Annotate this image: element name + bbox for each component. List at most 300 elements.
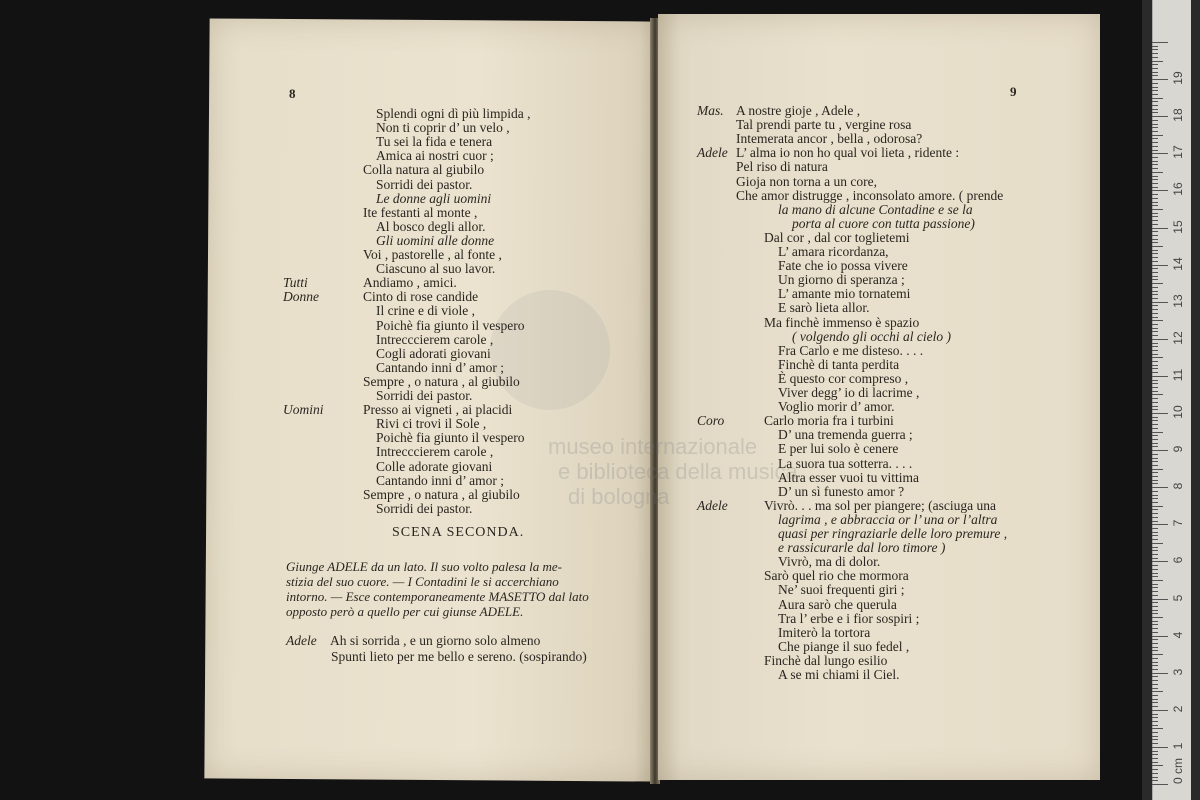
- ruler-tick: [1152, 202, 1158, 203]
- verse-line: Che amor distrugge , inconsolato amore. ( prende: [736, 187, 1004, 203]
- watermark-logo: [490, 290, 610, 410]
- ruler-tick: [1152, 632, 1158, 633]
- ruler-tick: [1152, 769, 1158, 770]
- ruler-tick: [1152, 602, 1158, 603]
- verse-line: Cogli adorati giovani: [376, 345, 491, 361]
- ruler-tick: [1152, 361, 1158, 362]
- ruler-tick: [1152, 64, 1158, 65]
- ruler-tick: [1152, 376, 1168, 377]
- ruler-tick: [1152, 777, 1158, 778]
- ruler-tick: [1152, 287, 1158, 288]
- ruler-tick: [1152, 224, 1158, 225]
- ruler-tick: [1152, 621, 1158, 622]
- ruler-tick: [1152, 728, 1163, 729]
- ruler-tick: [1152, 383, 1158, 384]
- ruler-tick: [1152, 320, 1163, 321]
- verse-line: Spunti lieto per me bello e sereno. (sospirando): [331, 649, 587, 664]
- ruler-label: 4: [1171, 631, 1185, 638]
- ruler-tick: [1152, 101, 1158, 102]
- ruler-tick: [1152, 428, 1158, 429]
- verse-line: Poichè fia giunto il vespero: [376, 430, 525, 446]
- ruler-tick: [1152, 209, 1163, 210]
- ruler-tick: [1152, 116, 1168, 117]
- ruler-tick: [1152, 250, 1158, 251]
- verse-line: Carlo moria fra i turbini: [764, 413, 894, 429]
- speaker-label: Donne: [283, 289, 319, 305]
- ruler-tick: [1152, 112, 1158, 113]
- ruler-tick: [1152, 105, 1158, 106]
- verse-line: Colle adorate giovani: [376, 458, 493, 474]
- ruler-tick: [1152, 717, 1158, 718]
- verse-line: Un giorno di speranza ;: [778, 272, 905, 288]
- verse-line: Il crine e di viole ,: [376, 303, 475, 319]
- ruler-tick: [1152, 135, 1163, 136]
- ruler-tick: [1152, 216, 1158, 217]
- ruler-tick: [1152, 439, 1158, 440]
- ruler-tick: [1152, 443, 1158, 444]
- ruler-tick: [1152, 702, 1158, 703]
- ruler-tick: [1152, 124, 1158, 125]
- watermark-text: museo internazionale: [548, 434, 758, 459]
- verse-line: Tu sei la fida e tenera: [376, 134, 493, 150]
- ruler-tick: [1152, 784, 1168, 785]
- ruler-tick: [1152, 650, 1158, 651]
- ruler-tick: [1152, 743, 1158, 744]
- verse-line: L’ amara ricordanza,: [778, 244, 889, 259]
- ruler-tick: [1152, 343, 1158, 344]
- ruler-tick: [1152, 75, 1158, 76]
- ruler-tick: [1152, 561, 1168, 562]
- ruler-tick: [1152, 714, 1158, 715]
- verse-line: Fate che io possa vivere: [778, 258, 908, 274]
- ruler-tick: [1152, 402, 1158, 403]
- ruler-tick: [1152, 758, 1158, 759]
- ruler-tick: [1152, 435, 1158, 436]
- verse-line: Intrecccierem carole ,: [376, 444, 494, 460]
- ruler-tick: [1152, 773, 1158, 774]
- stage-direction-line: stizia del suo cuore. — I Contadini le si accerchiano: [286, 574, 559, 589]
- ruler-tick: [1152, 665, 1158, 666]
- ruler-tick: [1152, 328, 1158, 329]
- verse-line: Poichè fia giunto il vespero: [376, 317, 525, 333]
- ruler-tick: [1152, 313, 1158, 314]
- ruler-tick: [1152, 294, 1158, 295]
- ruler-label: 6: [1171, 557, 1185, 564]
- ruler-tick: [1152, 458, 1158, 459]
- ruler-tick: [1152, 472, 1158, 473]
- stage-direction-line: intorno. — Esce contemporaneamente MASETTO dal lato: [286, 589, 589, 604]
- ruler-tick: [1152, 228, 1168, 229]
- speaker-label: Mas.: [697, 103, 724, 118]
- ruler-label: 18: [1171, 108, 1185, 122]
- ruler-tick: [1152, 554, 1158, 555]
- ruler-tick: [1152, 420, 1158, 421]
- ruler-tick: [1152, 754, 1158, 755]
- ruler-tick: [1152, 90, 1158, 91]
- ruler-tick: [1152, 576, 1158, 577]
- ruler-tick: [1152, 736, 1158, 737]
- ruler-tick: [1152, 150, 1158, 151]
- ruler-tick: [1152, 406, 1158, 407]
- verse-line: E per lui solo è cenere: [778, 441, 899, 457]
- ruler-tick: [1152, 42, 1168, 43]
- ruler-tick: [1152, 454, 1158, 455]
- ruler-label: 0 cm: [1171, 758, 1185, 785]
- ruler-tick: [1152, 127, 1158, 128]
- verse-line: Ciascuno al suo lavor.: [376, 261, 496, 277]
- verse-line: Finchè di tanta perdita: [778, 356, 900, 372]
- ruler-tick: [1152, 710, 1168, 711]
- ruler-tick: [1152, 283, 1163, 284]
- ruler-tick: [1152, 268, 1158, 269]
- ruler-label: 11: [1171, 368, 1185, 382]
- ruler-tick: [1152, 461, 1158, 462]
- verse-line: Intemerata ancor , bella , odorosa?: [736, 131, 923, 147]
- ruler-tick: [1152, 380, 1158, 381]
- ruler-tick: [1152, 628, 1158, 629]
- ruler-tick: [1152, 599, 1168, 600]
- ruler-tick: [1152, 265, 1168, 266]
- ruler-tick: [1152, 584, 1158, 585]
- ruler-tick: [1152, 424, 1158, 425]
- ruler-tick: [1152, 487, 1168, 488]
- ruler-tick: [1152, 109, 1158, 110]
- verse-line: Tal prendi parte tu , vergine rosa: [736, 117, 912, 133]
- ruler-tick: [1152, 617, 1163, 618]
- speaker-label: Coro: [697, 413, 725, 429]
- page-number-left: 8: [289, 86, 296, 101]
- speaker-label: Adele: [697, 497, 728, 513]
- ruler-label: 19: [1171, 71, 1185, 85]
- verse-line: Pel riso di natura: [736, 159, 828, 175]
- ruler-label: 5: [1171, 594, 1185, 601]
- verse-line: È questo cor compreso ,: [778, 370, 909, 386]
- stage-direction-line: opposto però a quello per cui giunse ADELE.: [286, 604, 524, 619]
- ruler-tick: [1152, 465, 1158, 466]
- ruler-tick: [1152, 305, 1158, 306]
- ruler-tick: [1152, 246, 1163, 247]
- ruler-tick: [1152, 721, 1158, 722]
- ruler-label: 2: [1171, 705, 1185, 713]
- ruler-tick: [1152, 261, 1158, 262]
- ruler-tick: [1152, 606, 1158, 607]
- ruler-tick: [1152, 610, 1158, 611]
- ruler-tick: [1152, 409, 1158, 410]
- ruler-tick: [1152, 765, 1163, 766]
- ruler-tick: [1152, 87, 1158, 88]
- verse-line: Al bosco degli allor.: [376, 218, 486, 234]
- ruler-tick: [1152, 142, 1158, 143]
- ruler-label: 9: [1171, 445, 1185, 453]
- ruler-tick: [1152, 398, 1158, 399]
- ruler-tick: [1152, 354, 1158, 355]
- ruler-tick: [1152, 72, 1158, 73]
- verse-line: Ne’ suoi frequenti giri ;: [778, 582, 905, 598]
- verse-line: Altra esser vuoi tu vittima: [778, 469, 919, 485]
- verse-line: lagrima , e abbraccia or l’ una or l’altra: [778, 511, 998, 527]
- ruler-tick: [1152, 591, 1158, 592]
- ruler-tick: [1152, 658, 1158, 659]
- ruler-label: 12: [1171, 331, 1185, 345]
- ruler-tick: [1152, 699, 1158, 700]
- verse-line: Ite festanti al monte ,: [363, 204, 478, 220]
- ruler-tick: [1152, 291, 1158, 292]
- verse-line: Fra Carlo e me disteso. . . .: [778, 342, 924, 358]
- ruler-tick: [1152, 509, 1158, 510]
- stage-direction-line: Giunge ADELE da un lato. Il suo volto palesa la me-: [286, 559, 562, 574]
- verse-line: Aura sarò che querula: [778, 596, 897, 612]
- ruler-tick: [1152, 691, 1163, 692]
- ruler-tick: [1152, 532, 1158, 533]
- ruler-tick: [1152, 368, 1158, 369]
- watermark-text: e biblioteca della musica: [558, 459, 798, 484]
- ruler-tick: [1152, 372, 1158, 373]
- verse-line: Dal cor , dal cor toglietemi: [764, 229, 910, 245]
- ruler-label: 16: [1171, 182, 1185, 197]
- speaker-label: Adele: [286, 633, 317, 648]
- ruler-tick: [1152, 624, 1158, 625]
- ruler-tick: [1152, 636, 1168, 637]
- ruler-tick: [1152, 190, 1168, 191]
- ruler-tick: [1152, 676, 1158, 677]
- verse-line: Gioja non torna a un core,: [736, 173, 877, 189]
- verse-line: La suora tua sotterra. . . .: [778, 455, 913, 471]
- verse-line: Voi , pastorelle , al fonte ,: [363, 247, 502, 262]
- verse-line: Intrecccierem carole ,: [376, 331, 494, 347]
- verse-line: Splendi ogni dì più limpida ,: [376, 106, 531, 121]
- ruler-tick: [1152, 747, 1168, 748]
- ruler-tick: [1152, 550, 1158, 551]
- ruler-label: 7: [1171, 519, 1185, 527]
- verse-line: Vivrò, ma di dolor.: [778, 554, 881, 570]
- ruler-tick: [1152, 580, 1163, 581]
- ruler-tick: [1152, 153, 1168, 154]
- verse-line: Sempre , o natura , al giubilo: [363, 373, 520, 389]
- ruler-tick: [1152, 161, 1158, 162]
- verse-line: D’ una tremenda guerra ;: [778, 427, 913, 443]
- ruler-tick: [1152, 495, 1158, 496]
- ruler-tick: [1152, 521, 1158, 522]
- ruler-tick: [1152, 331, 1158, 332]
- page-number-right: 9: [1010, 84, 1017, 99]
- ruler-tick: [1152, 324, 1158, 325]
- ruler-tick: [1152, 725, 1158, 726]
- ruler-tick: [1152, 339, 1168, 340]
- verse-line: porta al cuore con tutta passione): [792, 215, 975, 231]
- verse-line: Non ti coprir d’ un velo ,: [376, 120, 510, 136]
- verse-line: Sorridi dei pastor.: [376, 388, 473, 403]
- ruler-tick: [1152, 198, 1158, 199]
- ruler-tick: [1152, 669, 1158, 670]
- verse-line: Gli uomini alle donne: [376, 232, 495, 248]
- verse-line: Rivi ci trovi il Sole ,: [376, 416, 487, 432]
- ruler-tick: [1152, 543, 1163, 544]
- ruler-tick: [1152, 469, 1163, 470]
- ruler-tick: [1152, 480, 1158, 481]
- ruler-tick: [1152, 168, 1158, 169]
- ruler-tick: [1152, 751, 1158, 752]
- verse-line: Vivrò. . . ma sol per piangere; (asciuga una: [764, 497, 996, 513]
- ruler-tick: [1152, 732, 1158, 733]
- ruler-tick: [1152, 695, 1158, 696]
- ruler-label: 8: [1171, 482, 1185, 490]
- ruler-tick: [1152, 558, 1158, 559]
- ruler-label: 15: [1171, 219, 1185, 234]
- verse-line: A nostre gioje , Adele ,: [736, 103, 861, 118]
- ruler-tick: [1152, 120, 1158, 121]
- ruler-tick: [1152, 539, 1158, 540]
- verse-line: Viver degg’ io di lacrime ,: [778, 385, 920, 400]
- ruler-tick: [1152, 387, 1158, 388]
- ruler-tick: [1152, 357, 1163, 358]
- ruler-tick: [1152, 569, 1158, 570]
- ruler-tick: [1152, 205, 1158, 206]
- ruler-tick: [1152, 187, 1158, 188]
- ruler-tick: [1152, 131, 1158, 132]
- scene-title: SCENA SECONDA.: [392, 525, 525, 540]
- ruler-tick: [1152, 53, 1158, 54]
- verse-line: Ma finchè immenso è spazio: [764, 314, 920, 330]
- ruler-tick: [1152, 432, 1163, 433]
- verse-line: Cantando inni d’ amor ;: [376, 472, 504, 488]
- ruler-tick: [1152, 68, 1158, 69]
- ruler-tick: [1152, 524, 1168, 525]
- verse-line: ( volgendo gli occhi al cielo ): [792, 328, 951, 344]
- ruler-tick: [1152, 98, 1163, 99]
- verse-line: la mano di alcune Contadine e se la: [778, 201, 973, 217]
- ruler-label: 17: [1171, 145, 1185, 159]
- ruler-tick: [1152, 176, 1158, 177]
- ruler-tick: [1152, 83, 1158, 84]
- ruler-tick: [1152, 639, 1158, 640]
- ruler-tick: [1152, 79, 1168, 80]
- ruler-tick: [1152, 350, 1158, 351]
- ruler-tick: [1152, 450, 1168, 451]
- ruler-tick: [1152, 276, 1158, 277]
- ruler-tick: [1152, 213, 1158, 214]
- ruler-tick: [1152, 242, 1158, 243]
- ruler-tick: [1152, 517, 1158, 518]
- verse-line: Cinto di rose candide: [363, 289, 479, 305]
- ruler-tick: [1152, 183, 1158, 184]
- ruler-tick: [1152, 662, 1158, 663]
- ruler-tick: [1152, 647, 1158, 648]
- verse-line: Colla natura al giubilo: [363, 162, 485, 178]
- ruler-tick: [1152, 502, 1158, 503]
- ruler-tick: [1152, 253, 1158, 254]
- ruler-tick: [1152, 565, 1158, 566]
- verse-line: E sarò lieta allor.: [778, 300, 870, 316]
- verse-line: Sarò quel rio che mormora: [764, 568, 909, 584]
- ruler-tick: [1152, 146, 1158, 147]
- ruler-label: 13: [1171, 294, 1185, 308]
- ruler-tick: [1152, 220, 1158, 221]
- verse-line: Presso ai vigneti , ai placidi: [363, 402, 513, 418]
- ruler-tick: [1152, 138, 1158, 139]
- ruler-tick: [1152, 172, 1163, 173]
- ruler-tick: [1152, 272, 1158, 273]
- ruler-tick: [1152, 417, 1158, 418]
- verse-line: Cantando inni d’ amor ;: [376, 359, 504, 375]
- speaker-label: Uomini: [283, 402, 324, 418]
- ruler-tick: [1152, 94, 1158, 95]
- verse-line: D’ un sì funesto amor ?: [778, 483, 905, 499]
- ruler-label: 14: [1171, 256, 1185, 271]
- ruler-tick: [1152, 239, 1158, 240]
- ruler-tick: [1152, 446, 1158, 447]
- ruler-tick: [1152, 513, 1158, 514]
- verse-line: Le donne agli uomini: [376, 190, 492, 206]
- ruler-tick: [1152, 587, 1158, 588]
- ruler-tick: [1152, 231, 1158, 232]
- ruler-tick: [1152, 498, 1158, 499]
- ruler-tick: [1152, 46, 1158, 47]
- verse-line: Sempre , o natura , al giubilo: [363, 486, 520, 502]
- ruler-tick: [1152, 179, 1158, 180]
- ruler-tick: [1152, 235, 1158, 236]
- verse-line: Amica ai nostri cuor ;: [376, 148, 494, 164]
- ruler-label: 1: [1171, 742, 1185, 750]
- ruler-tick: [1152, 680, 1158, 681]
- ruler-tick: [1152, 317, 1158, 318]
- verse-line: quasi per ringraziarle delle loro premure ,: [778, 526, 1008, 541]
- verse-line: e rassicurarle dal loro timore ): [778, 540, 946, 556]
- ruler-tick: [1152, 706, 1158, 707]
- ruler-tick: [1152, 302, 1168, 303]
- ruler-tick: [1152, 157, 1158, 158]
- ruler-tick: [1152, 673, 1168, 674]
- ruler-tick: [1152, 643, 1158, 644]
- ruler-tick: [1152, 164, 1158, 165]
- ruler-tick: [1152, 762, 1158, 763]
- ruler-tick: [1152, 528, 1158, 529]
- ruler-tick: [1152, 573, 1158, 574]
- verse-line: L’ alma io non ho qual voi lieta , ridente :: [736, 145, 960, 161]
- ruler-tick: [1152, 684, 1158, 685]
- ruler-tick: [1152, 194, 1158, 195]
- ruler-tick: [1152, 257, 1158, 258]
- ruler-tick: [1152, 365, 1158, 366]
- ruler-tick: [1152, 57, 1158, 58]
- ruler-tick: [1152, 506, 1163, 507]
- ruler-tick: [1152, 61, 1163, 62]
- verse-line: L’ amante mio tornatemi: [778, 286, 911, 302]
- speaker-label: Adele: [697, 145, 728, 161]
- ruler-tick: [1152, 279, 1158, 280]
- verse-line: Andiamo , amici.: [363, 275, 457, 291]
- ruler-tick: [1152, 413, 1168, 414]
- verse-line: Sorridi dei pastor.: [376, 500, 473, 516]
- speaker-label: Tutti: [283, 275, 308, 291]
- verse-line: Finchè dal lungo esilio: [764, 652, 888, 668]
- verse-line: Voglio morir d’ amor.: [778, 399, 895, 415]
- ruler-tick: [1152, 394, 1163, 395]
- verse-line: Sorridi dei pastor.: [376, 176, 473, 192]
- watermark-text: di bologna: [568, 484, 670, 509]
- ruler-tick: [1152, 391, 1158, 392]
- ruler-label: 10: [1171, 405, 1185, 419]
- ruler-tick: [1152, 335, 1158, 336]
- ruler-tick: [1152, 739, 1158, 740]
- ruler-tick: [1152, 298, 1158, 299]
- ruler-tick: [1152, 613, 1158, 614]
- ruler-label: 3: [1171, 668, 1185, 676]
- ruler-tick: [1152, 535, 1158, 536]
- ruler-tick: [1152, 346, 1158, 347]
- verse-line: A se mi chiami il Ciel.: [778, 667, 900, 682]
- verse-line: Tra l’ erbe e i fior sospiri ;: [778, 610, 920, 626]
- ruler-tick: [1152, 49, 1158, 50]
